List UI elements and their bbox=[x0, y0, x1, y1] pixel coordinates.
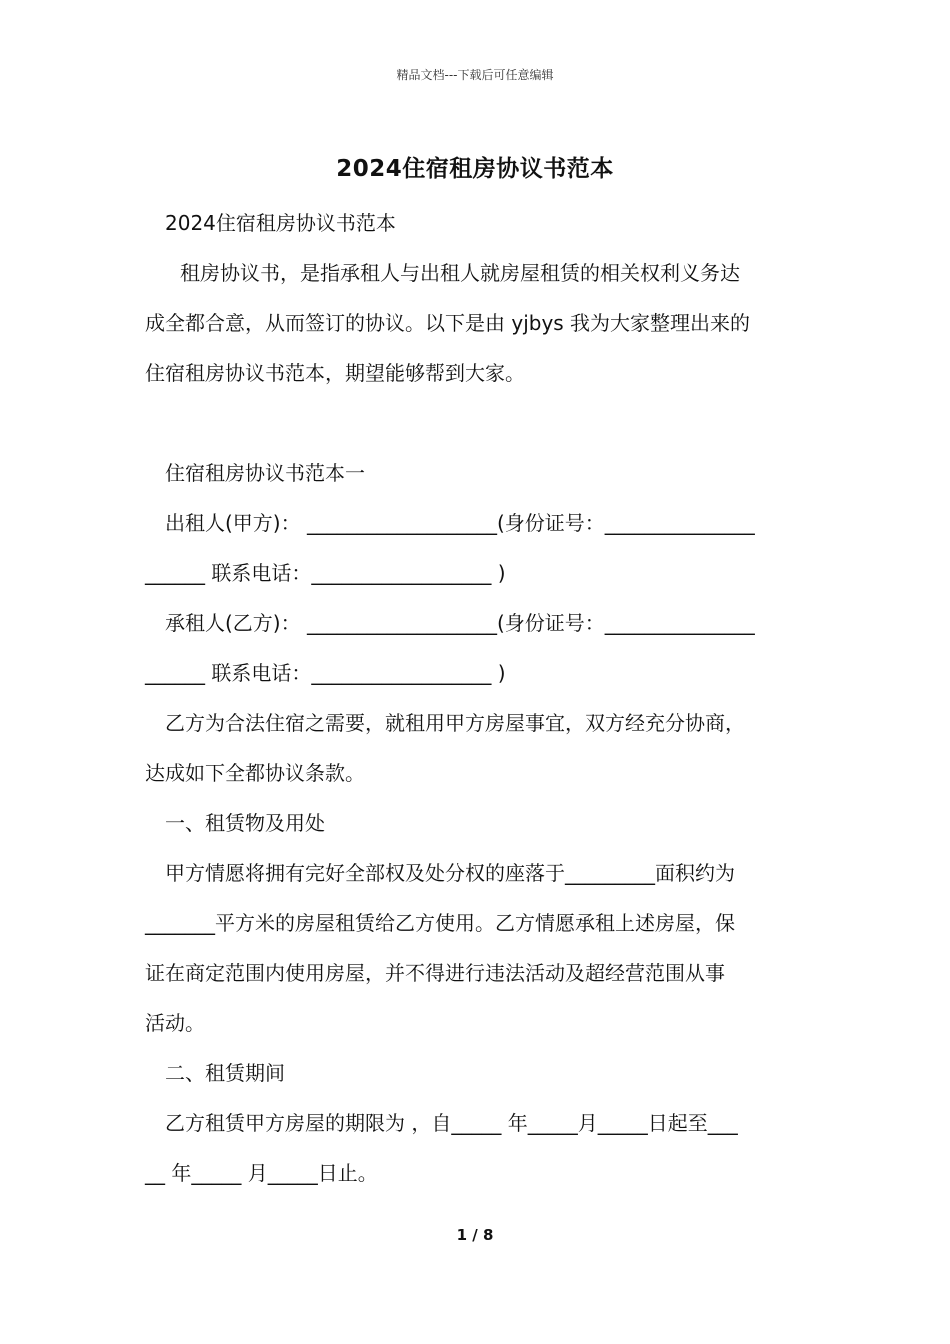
section-heading: 住宿租房协议书范本一 bbox=[165, 461, 365, 485]
subtitle-line: 2024住宿租房协议书范本 bbox=[165, 211, 396, 235]
page-number: 1 / 8 bbox=[456, 1226, 494, 1244]
agreement-line: 达成如下全都协议条款。 bbox=[145, 761, 365, 785]
lessee-phone-line: ______ 联系电话：__________________ ) bbox=[145, 661, 506, 685]
lessee-line: 承租人(乙方)： ___________________(身份证号：_______________ bbox=[165, 611, 755, 635]
clause-heading: 一、租赁物及用处 bbox=[165, 811, 325, 835]
intro-line: 住宿租房协议书范本，期望能够帮到大家。 bbox=[145, 361, 525, 385]
document-body bbox=[145, 198, 810, 1198]
lessor-phone-line: ______ 联系电话：__________________ ) bbox=[145, 561, 506, 585]
clause-text-line: _______平方米的房屋租赁给乙方使用。乙方情愿承租上述房屋，保 bbox=[145, 911, 735, 935]
clause-text-line: 活动。 bbox=[145, 1011, 205, 1035]
clause-text-line: 乙方租赁甲方房屋的期限为 ，自_____ 年_____月_____日起至___ bbox=[165, 1111, 738, 1135]
document-title: 2024住宿租房协议书范本 bbox=[336, 156, 614, 182]
clause-text-line: 甲方情愿将拥有完好全部权及处分权的座落于_________面积约为 bbox=[165, 861, 735, 885]
clause-heading: 二、租赁期间 bbox=[165, 1061, 285, 1085]
intro-line: 成全都合意，从而签订的协议。以下是由 yjbys 我为大家整理出来的 bbox=[145, 311, 751, 335]
agreement-line: 乙方为合法住宿之需要，就租用甲方房屋事宜，双方经充分协商， bbox=[165, 711, 745, 735]
lessor-line: 出租人(甲方)： ___________________(身份证号：_______________ bbox=[165, 511, 755, 535]
intro-line: 租房协议书，是指承租人与出租人就房屋租赁的相关权利义务达 bbox=[180, 261, 740, 285]
clause-text-line: 证在商定范围内使用房屋，并不得进行违法活动及超经营范围从事 bbox=[145, 961, 725, 985]
paragraph-gap bbox=[145, 398, 810, 448]
page-header: 精品文档---下载后可任意编辑 bbox=[396, 68, 554, 82]
clause-text-line: __ 年_____ 月_____日止。 bbox=[145, 1161, 378, 1185]
